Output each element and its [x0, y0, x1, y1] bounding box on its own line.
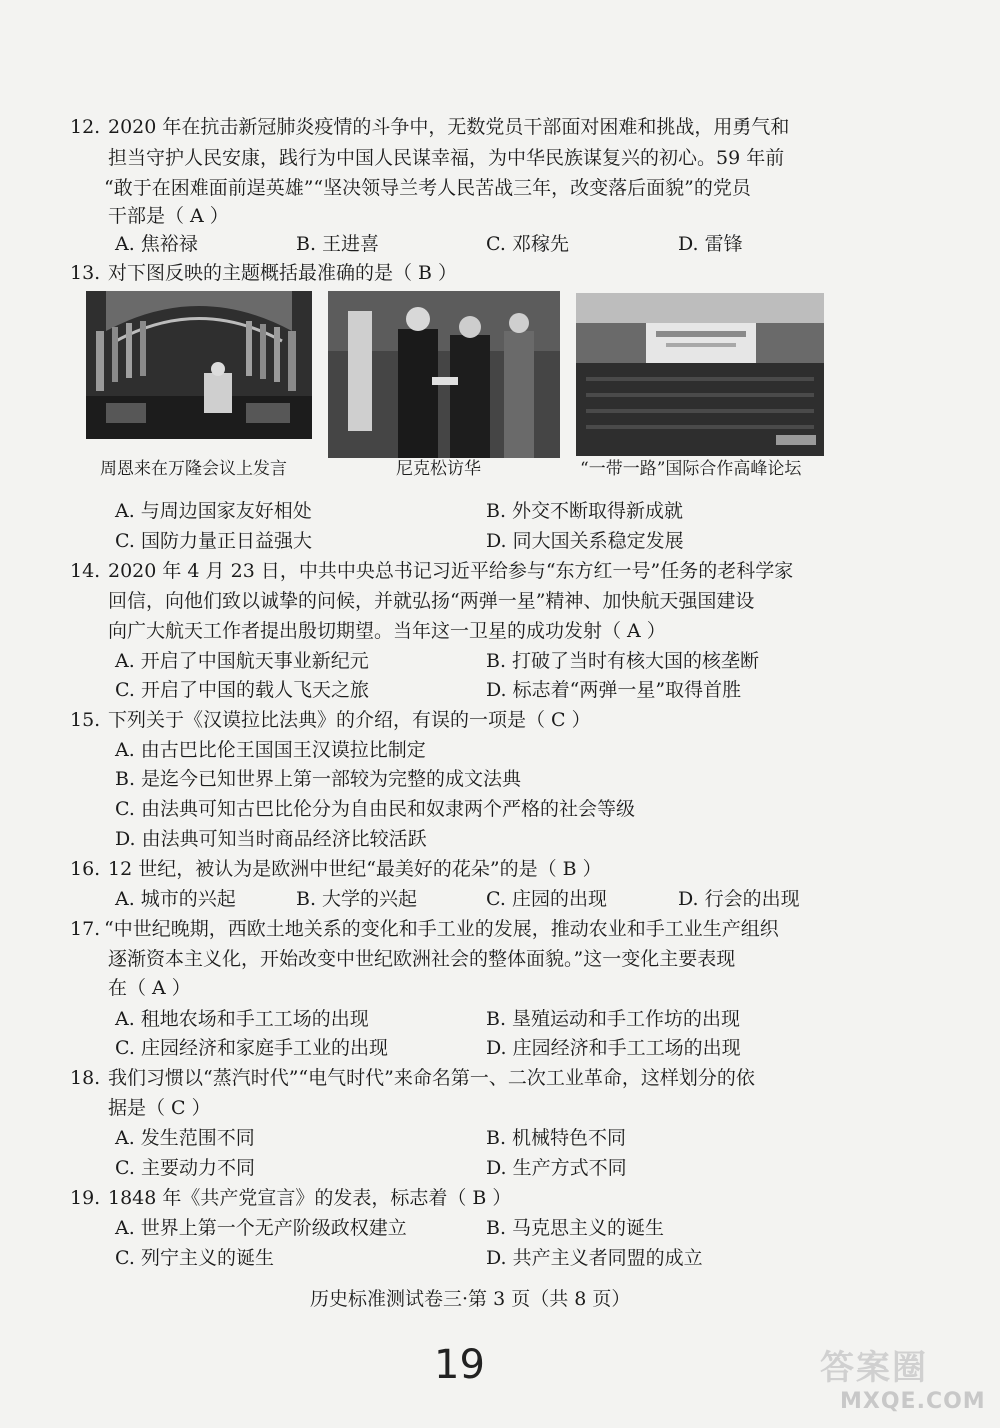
question-12-line-2: 担当守护人民安康，践行为中国人民谋幸福，为中华民族谋复兴的初心。59 年前 — [108, 147, 785, 169]
question-16-option-b: B. 大学的兴起 — [296, 888, 418, 910]
question-12-line-4: 干部是（ A ） — [108, 205, 229, 227]
page-footer: 历史标准测试卷三·第 3 页（共 8 页） — [310, 1288, 631, 1310]
question-13-number: 13. — [70, 262, 101, 284]
question-19-option-d: D. 共产主义者同盟的成立 — [486, 1247, 703, 1269]
question-14-line-1: 2020 年 4 月 23 日，中共中央总书记习近平给参与“东方红一号”任务的老科学家 — [108, 560, 794, 582]
question-18-option-d: D. 生产方式不同 — [486, 1157, 627, 1179]
question-19-stem: 1848 年《共产党宣言》的发表，标志着（ B ） — [108, 1187, 512, 1209]
question-13-option-a: A. 与周边国家友好相处 — [115, 500, 312, 522]
question-14-line-3: 向广大航天工作者提出殷切期望。当年这一卫星的成功发射（ A ） — [108, 620, 666, 642]
question-15-option-a: A. 由古巴比伦王国国王汉谟拉比制定 — [115, 739, 426, 761]
question-18-option-c: C. 主要动力不同 — [115, 1157, 255, 1179]
question-17-line-2: 逐渐资本主义化，开始改变中世纪欧洲社会的整体面貌。”这一变化主要表现 — [108, 948, 736, 970]
photo-caption-2: 尼克松访华 — [396, 459, 481, 479]
question-16-option-a: A. 城市的兴起 — [115, 888, 236, 910]
question-17-line-1: “中世纪晚期，西欧土地关系的变化和手工业的发展，推动农业和手工业生产组织 — [104, 918, 779, 940]
question-12-option-d: D. 雷锋 — [678, 233, 743, 255]
question-14-line-2: 回信，向他们致以诚挚的问候，并就弘扬“两弹一星”精神、加快航天强国建设 — [108, 590, 755, 612]
question-19-number: 19. — [70, 1187, 101, 1209]
question-12-line-3: “敢于在困难面前逞英雄”“坚决领导兰考人民苦战三年，改变落后面貌”的党员 — [104, 177, 751, 199]
question-14-option-d: D. 标志着“两弹一星”取得首胜 — [486, 679, 742, 701]
question-16-number: 16. — [70, 858, 101, 880]
handwritten-page-number: 19 — [434, 1342, 485, 1388]
photo-bandung-conference — [86, 291, 312, 439]
question-13-stem: 对下图反映的主题概括最准确的是（ B ） — [108, 262, 458, 284]
photo-nixon-image — [328, 291, 560, 458]
question-13-option-b: B. 外交不断取得新成就 — [486, 500, 684, 522]
question-15-option-d: D. 由法典可知当时商品经济比较活跃 — [115, 828, 427, 850]
watermark-logo — [820, 1340, 990, 1420]
photo-nixon-visit — [328, 291, 560, 458]
question-19-option-b: B. 马克思主义的诞生 — [486, 1217, 665, 1239]
watermark-top-text: 答案圈 — [820, 1348, 928, 1388]
question-13-option-c: C. 国防力量正日益强大 — [115, 530, 312, 552]
question-18-option-b: B. 机械特色不同 — [486, 1127, 627, 1149]
question-14-option-b: B. 打破了当时有核大国的核垄断 — [486, 650, 760, 672]
question-18-option-a: A. 发生范围不同 — [115, 1127, 255, 1149]
question-15-option-b: B. 是迄今已知世界上第一部较为完整的成文法典 — [115, 768, 522, 790]
question-16-stem: 12 世纪，被认为是欧洲中世纪“最美好的花朵”的是（ B ） — [108, 858, 602, 880]
photo-forum-image — [576, 293, 824, 456]
question-18-line-2: 据是（ C ） — [108, 1097, 211, 1119]
question-14-option-a: A. 开启了中国航天事业新纪元 — [115, 650, 369, 672]
question-15-stem: 下列关于《汉谟拉比法典》的介绍，有误的一项是（ C ） — [108, 709, 591, 731]
question-17-number: 17. — [70, 918, 101, 940]
question-12-option-a: A. 焦裕禄 — [115, 233, 198, 255]
question-12-option-c: C. 邓稼先 — [486, 233, 569, 255]
photo-bandung-image — [86, 291, 312, 439]
question-17-option-a: A. 租地农场和手工工场的出现 — [115, 1008, 369, 1030]
question-14-number: 14. — [70, 560, 101, 582]
question-16-option-d: D. 行会的出现 — [678, 888, 800, 910]
question-15-number: 15. — [70, 709, 101, 731]
question-12-line-1: 2020 年在抗击新冠肺炎疫情的斗争中，无数党员干部面对困难和挑战，用勇气和 — [108, 116, 790, 138]
question-14-option-c: C. 开启了中国的载人飞天之旅 — [115, 679, 369, 701]
question-12-number: 12. — [70, 116, 101, 138]
question-19-option-a: A. 世界上第一个无产阶级政权建立 — [115, 1217, 407, 1239]
question-17-option-b: B. 垦殖运动和手工作坊的出现 — [486, 1008, 741, 1030]
photo-caption-1: 周恩来在万隆会议上发言 — [100, 459, 287, 479]
question-15-option-c: C. 由法典可知古巴比伦分为自由民和奴隶两个严格的社会等级 — [115, 798, 635, 820]
question-18-line-1: 我们习惯以“蒸汽时代”“电气时代”来命名第一、二次工业革命，这样划分的依 — [108, 1067, 755, 1089]
question-13-option-d: D. 同大国关系稳定发展 — [486, 530, 684, 552]
photo-caption-3: “一带一路”国际合作高峰论坛 — [580, 459, 802, 479]
question-19-option-c: C. 列宁主义的诞生 — [115, 1247, 274, 1269]
watermark-bottom-text: MXQE.COM — [840, 1389, 986, 1414]
photo-belt-road-forum — [576, 293, 824, 456]
question-12-option-b: B. 王进喜 — [296, 233, 380, 255]
question-17-option-c: C. 庄园经济和家庭手工业的出现 — [115, 1037, 388, 1059]
question-17-option-d: D. 庄园经济和手工工场的出现 — [486, 1037, 741, 1059]
question-18-number: 18. — [70, 1067, 101, 1089]
question-17-line-3: 在（ A ） — [108, 977, 191, 999]
question-16-option-c: C. 庄园的出现 — [486, 888, 607, 910]
